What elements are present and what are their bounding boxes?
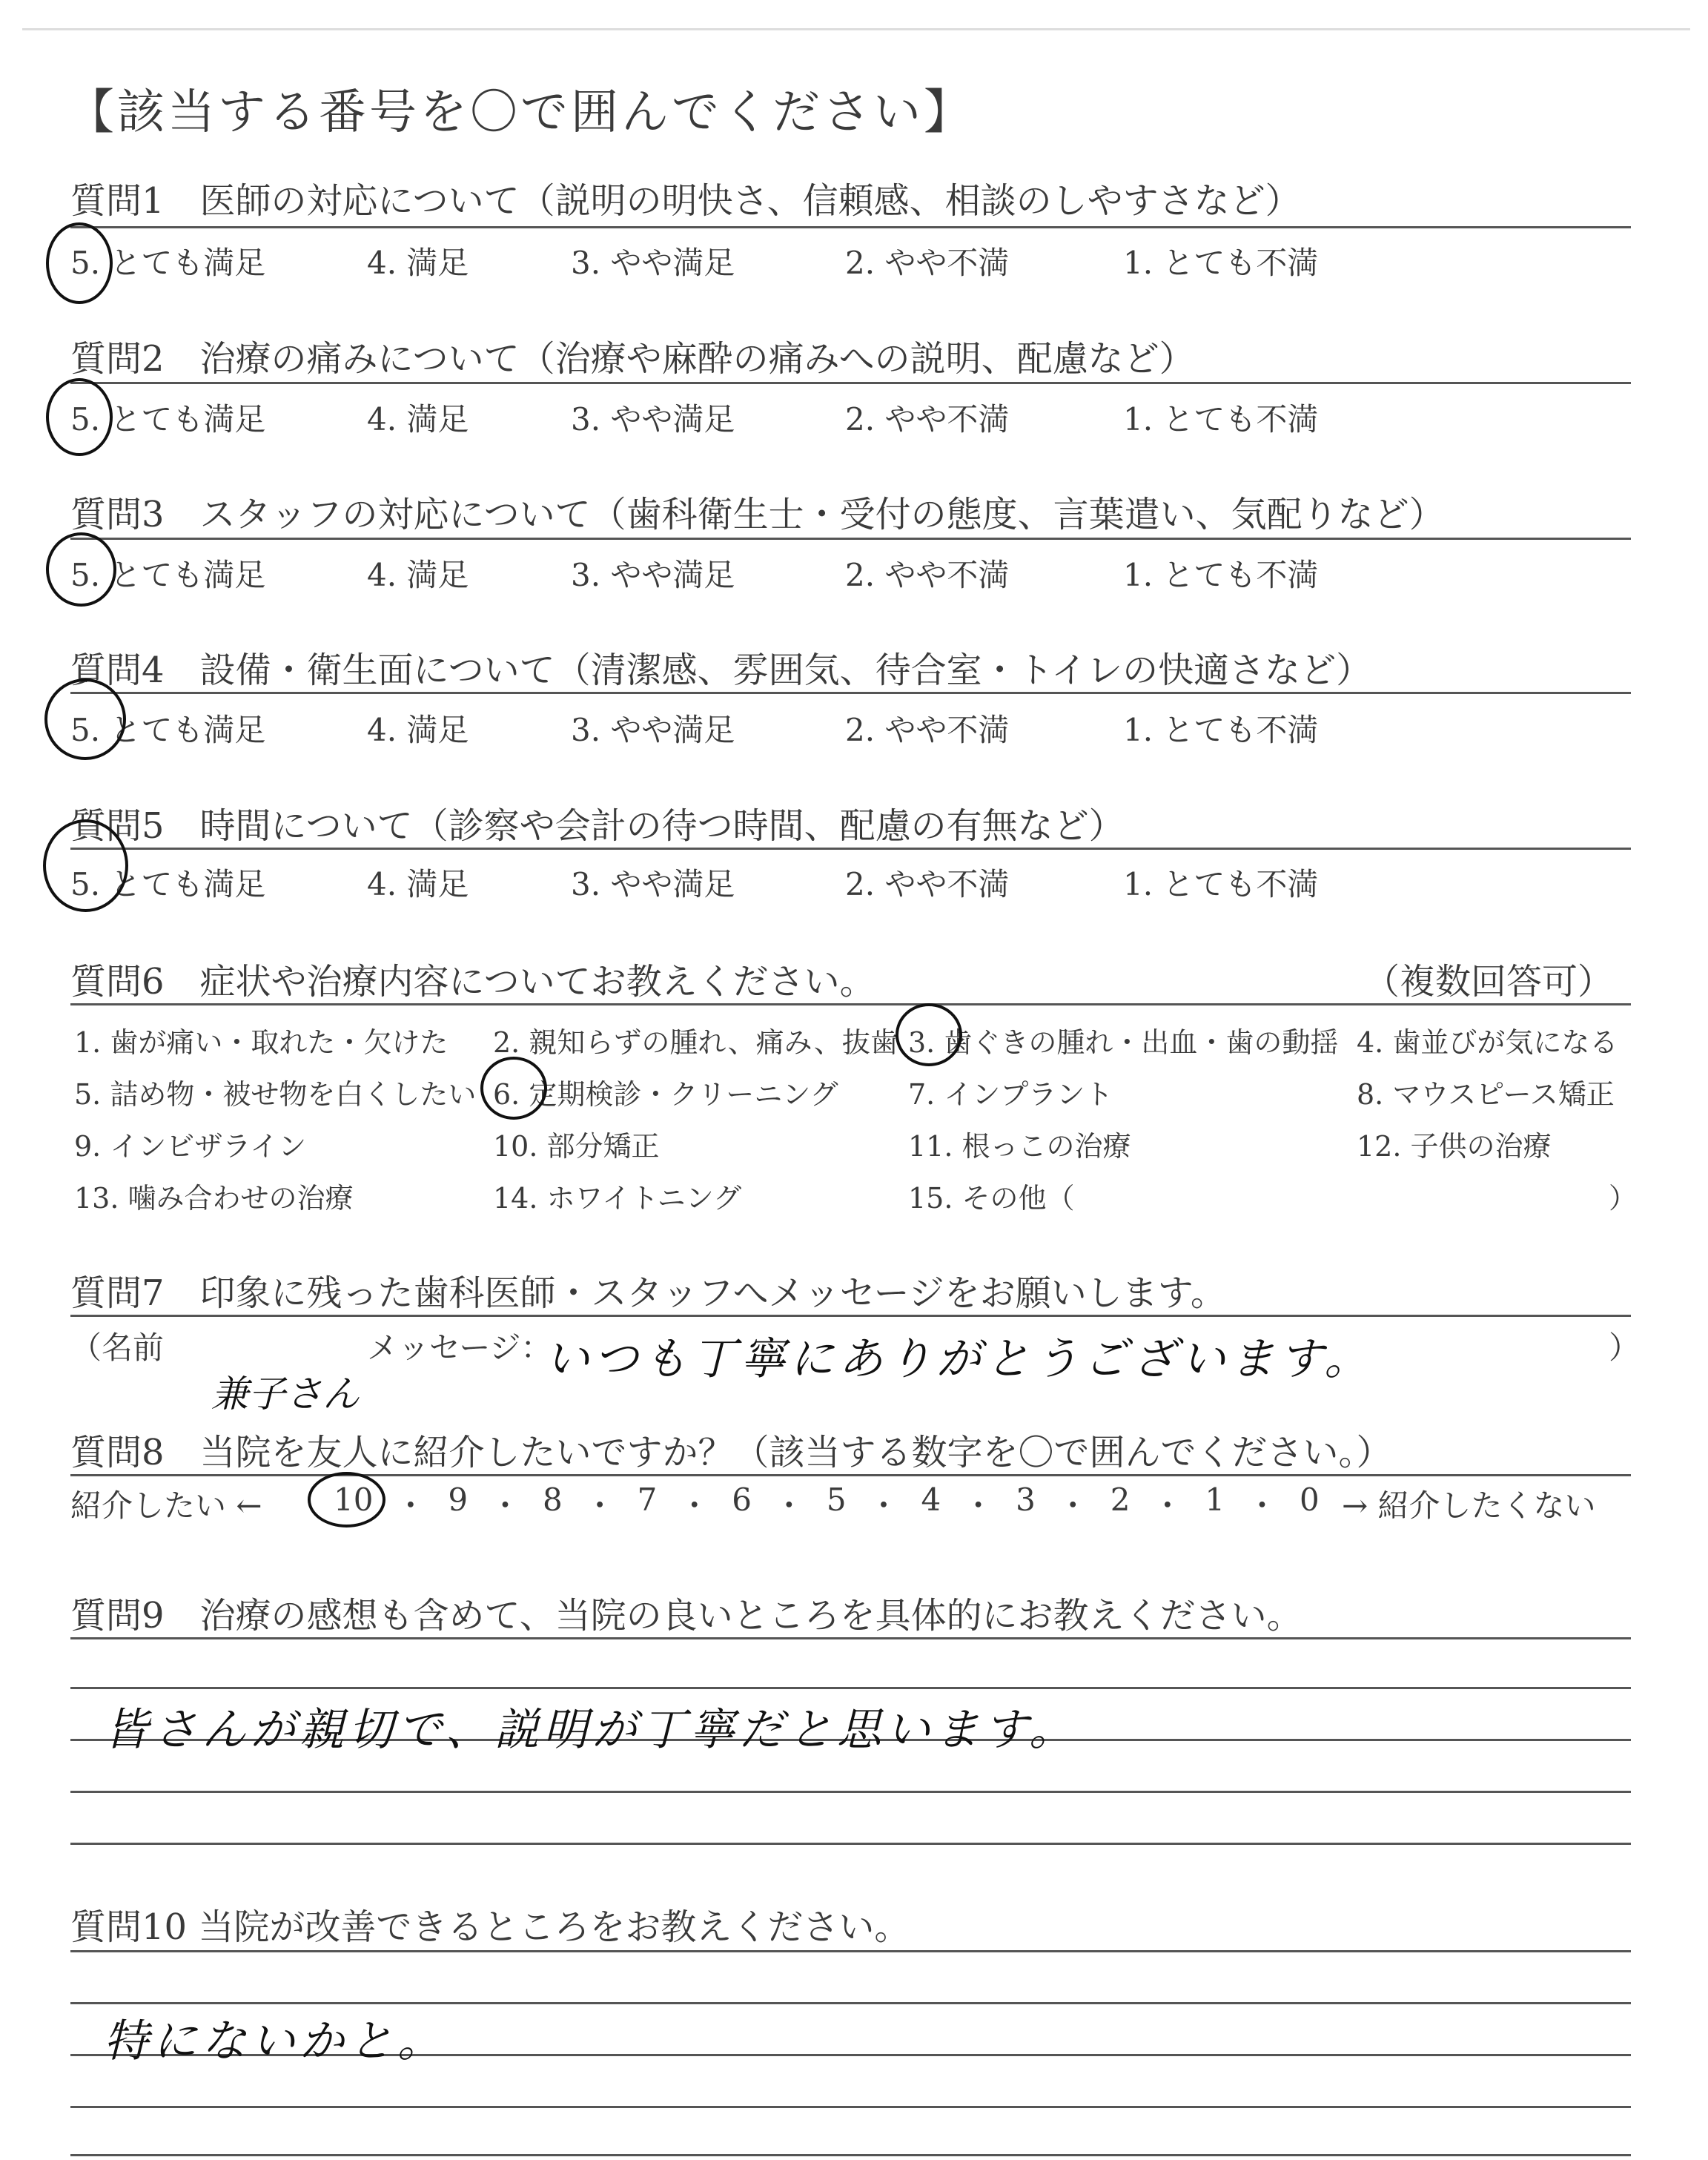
q2-option-5[interactable]: 5. とても満足: [70, 401, 266, 437]
instruction-header: 【該当する番号を〇で囲んでください】: [67, 85, 974, 140]
q8-separator: ・: [678, 1487, 710, 1524]
q9-line-1: [70, 1637, 1631, 1639]
question-3-rule: [70, 538, 1631, 540]
q5-option-2[interactable]: 2. やや不満: [845, 866, 1010, 902]
question-1-rule: [70, 226, 1631, 228]
q5-selection-circle: [43, 819, 128, 912]
q6-option-11[interactable]: 11. 根っこの治療: [908, 1130, 1131, 1163]
q5-option-3[interactable]: 3. やや満足: [571, 866, 735, 902]
q2-option-4[interactable]: 4. 満足: [367, 401, 469, 437]
q8-separator: ・: [1151, 1487, 1183, 1524]
q10-answer-handwritten[interactable]: 特にないかと。: [104, 2015, 446, 2067]
q1-option-4[interactable]: 4. 満足: [367, 245, 469, 281]
question-8-rule: [70, 1474, 1631, 1476]
q8-value-5[interactable]: 5: [826, 1482, 847, 1518]
q8-value-6[interactable]: 6: [732, 1482, 752, 1518]
q9-line-4: [70, 1791, 1631, 1793]
q3-option-4[interactable]: 4. 満足: [367, 557, 469, 593]
q5-option-4[interactable]: 4. 満足: [367, 866, 469, 902]
q6-option-12[interactable]: 12. 子供の治療: [1357, 1130, 1552, 1163]
q9-answer-handwritten[interactable]: 皆さんが親切で、説明が丁寧だと思います。: [104, 1704, 1078, 1756]
q6-option-15[interactable]: 15. その他（: [908, 1182, 1075, 1215]
q3-option-5[interactable]: 5. とても満足: [70, 557, 266, 593]
q6-option-13[interactable]: 13. 噛み合わせの治療: [74, 1182, 354, 1215]
q8-value-9[interactable]: 9: [448, 1482, 469, 1518]
q10-line-4: [70, 2106, 1631, 2108]
q8-right-label: → 紹介したくない: [1342, 1487, 1596, 1524]
question-3-title: 質問3 スタッフの対応について（歯科衛生士・受付の態度、言葉遣い、気配りなど）: [70, 494, 1445, 535]
question-7-rule: [70, 1315, 1631, 1317]
q8-value-1[interactable]: 1: [1205, 1482, 1225, 1518]
q7-close-paren: ）: [1609, 1330, 1641, 1366]
q1-option-3[interactable]: 3. やや満足: [571, 245, 735, 281]
q8-value-4[interactable]: 4: [921, 1482, 941, 1518]
q1-option-1[interactable]: 1. とても不満: [1123, 245, 1319, 281]
q6-option-10[interactable]: 10. 部分矯正: [493, 1130, 660, 1163]
q8-separator: ・: [962, 1487, 994, 1524]
q2-option-2[interactable]: 2. やや不満: [845, 401, 1010, 437]
q5-option-1[interactable]: 1. とても不満: [1123, 866, 1319, 902]
q8-separator: ・: [1057, 1487, 1089, 1524]
q10-line-2: [70, 2002, 1631, 2004]
q7-message-handwritten[interactable]: いつも丁寧にありがとうございます。: [545, 1333, 1374, 1385]
question-2-rule: [70, 382, 1631, 384]
q8-scale: [334, 1482, 1320, 1526]
q7-name-label: （名前: [70, 1330, 165, 1366]
q8-value-0[interactable]: 0: [1299, 1482, 1320, 1518]
q8-separator: ・: [1246, 1487, 1278, 1524]
q8-separator: ・: [584, 1487, 616, 1524]
q8-value-8[interactable]: 8: [542, 1482, 563, 1518]
q7-message-label: メッセージ：: [367, 1330, 552, 1366]
q8-separator: ・: [773, 1487, 805, 1524]
q6-option-4[interactable]: 4. 歯並びが気になる: [1357, 1026, 1618, 1059]
q9-line-2: [70, 1687, 1631, 1689]
q8-left-label: 紹介したい ←: [70, 1487, 262, 1524]
q6-option-15-close: ）: [1609, 1182, 1638, 1215]
q6-selection-circle-3: [896, 1003, 962, 1066]
question-9-title: 質問9 治療の感想も含めて、当院の良いところを具体的にお教えください。: [70, 1595, 1302, 1636]
q10-line-1: [70, 1950, 1631, 1952]
q6-option-14[interactable]: 14. ホワイトニング: [493, 1182, 742, 1215]
q7-name-handwritten[interactable]: 兼子さん: [211, 1373, 360, 1416]
q10-line-5: [70, 2154, 1631, 2156]
q3-option-1[interactable]: 1. とても不満: [1123, 557, 1319, 593]
question-6-note: （複数回答可）: [1364, 961, 1614, 1003]
q2-option-3[interactable]: 3. やや満足: [571, 401, 735, 437]
question-8-title: 質問8 当院を友人に紹介したいですか？（該当する数字を〇で囲んでください。）: [70, 1432, 1392, 1473]
q6-option-3[interactable]: 3. 歯ぐきの腫れ・出血・歯の動揺: [908, 1026, 1339, 1059]
q6-option-5[interactable]: 5. 詰め物・被せ物を白くしたい: [74, 1078, 477, 1111]
question-4-rule: [70, 692, 1631, 694]
question-2-title: 質問2 治療の痛みについて（治療や麻酔の痛みへの説明、配慮など）: [70, 338, 1195, 380]
q6-option-8[interactable]: 8. マウスピース矯正: [1357, 1078, 1615, 1111]
q6-option-7[interactable]: 7. インプラント: [908, 1078, 1113, 1111]
q6-option-2[interactable]: 2. 親知らずの腫れ、痛み、抜歯: [493, 1026, 898, 1059]
q3-option-3[interactable]: 3. やや満足: [571, 557, 735, 593]
q8-separator: ・: [489, 1487, 521, 1524]
q1-selection-circle: [46, 222, 113, 304]
q1-option-5[interactable]: 5. とても満足: [70, 245, 266, 281]
question-5-rule: [70, 848, 1631, 850]
q8-separator: ・: [394, 1487, 426, 1524]
q8-selection-circle: [308, 1472, 385, 1527]
q4-option-2[interactable]: 2. やや不満: [845, 712, 1010, 748]
q1-option-2[interactable]: 2. やや不満: [845, 245, 1010, 281]
q9-line-5: [70, 1843, 1631, 1845]
question-5-title: 質問5 時間について（診察や会計の待つ時間、配慮の有無など）: [70, 805, 1125, 847]
q4-option-1[interactable]: 1. とても不満: [1123, 712, 1319, 748]
question-4-title: 質問4 設備・衛生面について（清潔感、雰囲気、待合室・トイレの快適さなど）: [70, 650, 1372, 691]
q3-selection-circle: [46, 532, 116, 607]
q3-option-2[interactable]: 2. やや不満: [845, 557, 1010, 593]
top-edge-line: [22, 28, 1690, 30]
question-10-title: 質問10 当院が改善できるところをお教えください。: [70, 1906, 910, 1948]
q5-option-5[interactable]: 5. とても満足: [70, 866, 266, 902]
q2-option-1[interactable]: 1. とても不満: [1123, 401, 1319, 437]
q8-value-3[interactable]: 3: [1016, 1482, 1036, 1518]
q6-option-9[interactable]: 9. インビザライン: [74, 1130, 307, 1163]
question-7-title: 質問7 印象に残った歯科医師・スタッフへメッセージをお願いします。: [70, 1272, 1226, 1314]
q8-value-7[interactable]: 7: [637, 1482, 658, 1518]
q6-selection-circle-6: [480, 1057, 547, 1120]
q4-option-5[interactable]: 5. とても満足: [70, 712, 266, 748]
q4-selection-circle: [44, 678, 126, 760]
q6-option-6[interactable]: 6. 定期検診・クリーニング: [493, 1078, 838, 1111]
q8-separator: ・: [868, 1487, 900, 1524]
q6-option-1[interactable]: 1. 歯が痛い・取れた・欠けた: [74, 1026, 448, 1059]
q2-selection-circle: [46, 378, 113, 456]
q8-value-10[interactable]: 10: [334, 1482, 374, 1518]
question-6-title: 質問6 症状や治療内容についてお教えください。: [70, 961, 875, 1003]
q4-option-4[interactable]: 4. 満足: [367, 712, 469, 748]
q4-option-3[interactable]: 3. やや満足: [571, 712, 735, 748]
question-1-title: 質問1 医師の対応について（説明の明快さ、信頼感、相談のしやすさなど）: [70, 180, 1301, 222]
question-6-rule: [70, 1003, 1631, 1005]
q8-value-2[interactable]: 2: [1110, 1482, 1131, 1518]
